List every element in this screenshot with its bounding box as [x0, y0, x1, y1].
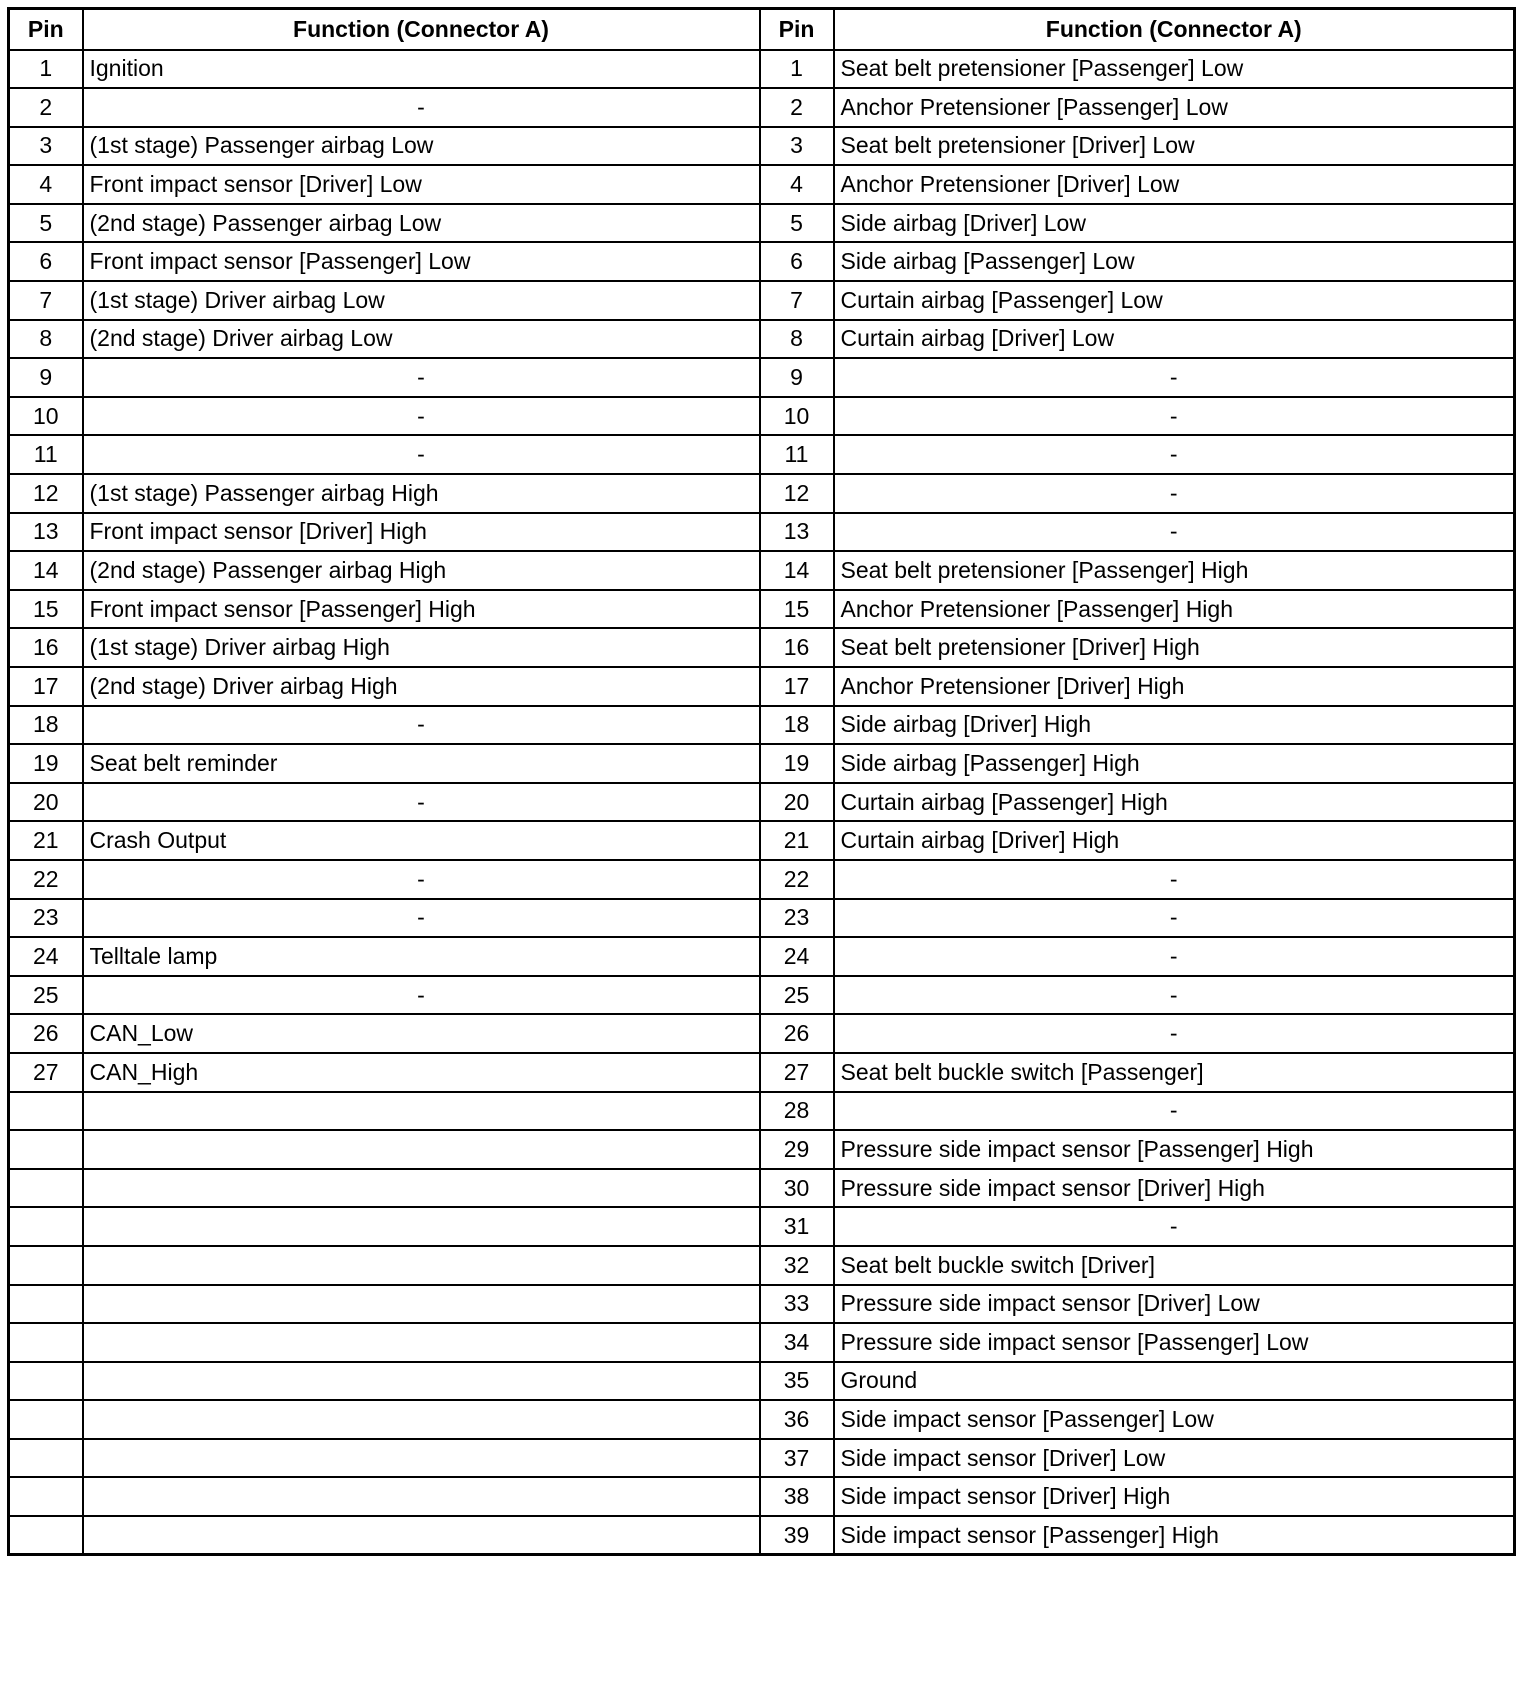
right-function-cell: Side airbag [Passenger] High [834, 744, 1515, 783]
right-pin-cell: 26 [760, 1014, 834, 1053]
left-function-cell: (1st stage) Driver airbag Low [83, 281, 760, 320]
left-function-cell: Front impact sensor [Driver] High [83, 513, 760, 552]
header-right-pin: Pin [760, 9, 834, 50]
right-pin-cell: 24 [760, 937, 834, 976]
table-row [9, 628, 1515, 667]
left-pin-cell [9, 1323, 83, 1362]
right-pin-cell: 6 [760, 242, 834, 281]
right-function-cell: - [834, 937, 1515, 976]
left-pin-cell: 20 [9, 783, 83, 822]
left-pin-cell: 15 [9, 590, 83, 629]
table-row [9, 860, 1515, 899]
right-pin-cell: 18 [760, 706, 834, 745]
left-function-cell: (2nd stage) Driver airbag High [83, 667, 760, 706]
right-function-cell: Pressure side impact sensor [Passenger] High [834, 1130, 1515, 1169]
right-pin-cell: 9 [760, 358, 834, 397]
left-pin-cell: 22 [9, 860, 83, 899]
right-pin-cell: 17 [760, 667, 834, 706]
left-pin-cell: 12 [9, 474, 83, 513]
left-function-cell [83, 1477, 760, 1516]
table-header-row [9, 9, 1515, 50]
right-pin-cell: 33 [760, 1285, 834, 1324]
left-pin-cell: 1 [9, 50, 83, 89]
right-pin-cell: 15 [760, 590, 834, 629]
right-function-cell: - [834, 397, 1515, 436]
right-function-cell: Seat belt pretensioner [Driver] High [834, 628, 1515, 667]
left-pin-cell: 14 [9, 551, 83, 590]
table-body [9, 50, 1515, 1555]
left-function-cell: - [83, 88, 760, 127]
left-function-cell: CAN_High [83, 1053, 760, 1092]
right-function-cell: Side impact sensor [Passenger] High [834, 1516, 1515, 1555]
right-pin-cell: 39 [760, 1516, 834, 1555]
right-function-cell: Side impact sensor [Passenger] Low [834, 1400, 1515, 1439]
table-row [9, 1362, 1515, 1401]
table-row [9, 165, 1515, 204]
right-pin-cell: 25 [760, 976, 834, 1015]
right-pin-cell: 5 [760, 204, 834, 243]
table-row [9, 242, 1515, 281]
right-pin-cell: 10 [760, 397, 834, 436]
table-row [9, 358, 1515, 397]
left-pin-cell [9, 1130, 83, 1169]
left-pin-cell: 21 [9, 821, 83, 860]
table-row [9, 1323, 1515, 1362]
left-pin-cell: 16 [9, 628, 83, 667]
left-pin-cell: 8 [9, 320, 83, 359]
table-row [9, 513, 1515, 552]
table-row [9, 281, 1515, 320]
left-pin-cell: 10 [9, 397, 83, 436]
right-function-cell: Seat belt buckle switch [Passenger] [834, 1053, 1515, 1092]
right-pin-cell: 22 [760, 860, 834, 899]
left-function-cell: - [83, 976, 760, 1015]
left-pin-cell [9, 1477, 83, 1516]
right-pin-cell: 14 [760, 551, 834, 590]
right-pin-cell: 30 [760, 1169, 834, 1208]
left-function-cell [83, 1323, 760, 1362]
left-function-cell: Seat belt reminder [83, 744, 760, 783]
table-row [9, 1516, 1515, 1555]
right-function-cell: Seat belt pretensioner [Driver] Low [834, 127, 1515, 166]
right-function-cell: Side impact sensor [Driver] High [834, 1477, 1515, 1516]
right-function-cell: Side airbag [Passenger] Low [834, 242, 1515, 281]
left-function-cell: - [83, 435, 760, 474]
table-row [9, 706, 1515, 745]
right-function-cell: Curtain airbag [Driver] Low [834, 320, 1515, 359]
right-pin-cell: 21 [760, 821, 834, 860]
left-pin-cell [9, 1400, 83, 1439]
left-function-cell [83, 1516, 760, 1555]
left-function-cell: Ignition [83, 50, 760, 89]
table-row [9, 1246, 1515, 1285]
left-pin-cell: 13 [9, 513, 83, 552]
right-pin-cell: 32 [760, 1246, 834, 1285]
right-function-cell: Pressure side impact sensor [Driver] Low [834, 1285, 1515, 1324]
left-function-cell: (2nd stage) Passenger airbag Low [83, 204, 760, 243]
right-pin-cell: 3 [760, 127, 834, 166]
left-pin-cell [9, 1207, 83, 1246]
left-function-cell: Telltale lamp [83, 937, 760, 976]
table-row [9, 88, 1515, 127]
right-function-cell: Anchor Pretensioner [Passenger] High [834, 590, 1515, 629]
left-pin-cell: 2 [9, 88, 83, 127]
right-function-cell: Pressure side impact sensor [Passenger] Low [834, 1323, 1515, 1362]
right-function-cell: - [834, 1092, 1515, 1131]
right-pin-cell: 34 [760, 1323, 834, 1362]
right-function-cell: Seat belt pretensioner [Passenger] High [834, 551, 1515, 590]
table-row [9, 590, 1515, 629]
right-pin-cell: 2 [760, 88, 834, 127]
left-function-cell: - [83, 860, 760, 899]
table-row [9, 1400, 1515, 1439]
left-pin-cell: 17 [9, 667, 83, 706]
right-function-cell: - [834, 1207, 1515, 1246]
table-row [9, 1053, 1515, 1092]
left-function-cell [83, 1169, 760, 1208]
left-function-cell [83, 1439, 760, 1478]
table-row [9, 667, 1515, 706]
right-pin-cell: 13 [760, 513, 834, 552]
right-pin-cell: 16 [760, 628, 834, 667]
right-pin-cell: 4 [760, 165, 834, 204]
right-function-cell: - [834, 1014, 1515, 1053]
left-pin-cell [9, 1092, 83, 1131]
right-function-cell: Anchor Pretensioner [Driver] Low [834, 165, 1515, 204]
pin-function-sheet [7, 7, 1513, 1556]
table-row [9, 1207, 1515, 1246]
table-row [9, 1130, 1515, 1169]
left-pin-cell: 18 [9, 706, 83, 745]
left-pin-cell: 3 [9, 127, 83, 166]
table-row [9, 50, 1515, 89]
table-row [9, 783, 1515, 822]
right-function-cell: Curtain airbag [Driver] High [834, 821, 1515, 860]
right-pin-cell: 37 [760, 1439, 834, 1478]
table-row [9, 474, 1515, 513]
right-pin-cell: 27 [760, 1053, 834, 1092]
table-row [9, 899, 1515, 938]
table-row [9, 551, 1515, 590]
right-function-cell: Seat belt buckle switch [Driver] [834, 1246, 1515, 1285]
left-pin-cell: 23 [9, 899, 83, 938]
left-pin-cell: 4 [9, 165, 83, 204]
right-pin-cell: 36 [760, 1400, 834, 1439]
right-pin-cell: 1 [760, 50, 834, 89]
table-row [9, 1439, 1515, 1478]
right-function-cell: Curtain airbag [Passenger] Low [834, 281, 1515, 320]
right-pin-cell: 19 [760, 744, 834, 783]
left-function-cell [83, 1400, 760, 1439]
left-pin-cell [9, 1169, 83, 1208]
right-pin-cell: 23 [760, 899, 834, 938]
right-function-cell: - [834, 899, 1515, 938]
left-function-cell: (2nd stage) Driver airbag Low [83, 320, 760, 359]
right-function-cell: - [834, 860, 1515, 899]
left-function-cell: Front impact sensor [Passenger] Low [83, 242, 760, 281]
table-row [9, 397, 1515, 436]
right-function-cell: Anchor Pretensioner [Passenger] Low [834, 88, 1515, 127]
right-function-cell: Ground [834, 1362, 1515, 1401]
right-pin-cell: 20 [760, 783, 834, 822]
right-function-cell: Seat belt pretensioner [Passenger] Low [834, 50, 1515, 89]
right-pin-cell: 7 [760, 281, 834, 320]
table-row [9, 1014, 1515, 1053]
left-function-cell: - [83, 706, 760, 745]
left-function-cell: (1st stage) Driver airbag High [83, 628, 760, 667]
table-row [9, 127, 1515, 166]
table-row [9, 1169, 1515, 1208]
left-pin-cell [9, 1246, 83, 1285]
left-function-cell [83, 1246, 760, 1285]
left-pin-cell: 25 [9, 976, 83, 1015]
right-pin-cell: 28 [760, 1092, 834, 1131]
right-function-cell: - [834, 435, 1515, 474]
right-function-cell: - [834, 976, 1515, 1015]
table-row [9, 937, 1515, 976]
right-pin-cell: 31 [760, 1207, 834, 1246]
table-row [9, 1092, 1515, 1131]
left-pin-cell: 9 [9, 358, 83, 397]
table-row [9, 821, 1515, 860]
right-pin-cell: 12 [760, 474, 834, 513]
right-pin-cell: 29 [760, 1130, 834, 1169]
right-function-cell: - [834, 474, 1515, 513]
left-function-cell [83, 1130, 760, 1169]
left-function-cell [83, 1285, 760, 1324]
left-function-cell [83, 1207, 760, 1246]
right-function-cell: Side impact sensor [Driver] Low [834, 1439, 1515, 1478]
left-function-cell: Crash Output [83, 821, 760, 860]
left-pin-cell [9, 1439, 83, 1478]
left-function-cell: (1st stage) Passenger airbag High [83, 474, 760, 513]
left-function-cell: - [83, 783, 760, 822]
right-pin-cell: 35 [760, 1362, 834, 1401]
header-right-function: Function (Connector A) [834, 9, 1515, 50]
left-function-cell: Front impact sensor [Passenger] High [83, 590, 760, 629]
left-function-cell [83, 1362, 760, 1401]
right-pin-cell: 38 [760, 1477, 834, 1516]
left-function-cell: CAN_Low [83, 1014, 760, 1053]
left-function-cell: - [83, 397, 760, 436]
left-pin-cell: 24 [9, 937, 83, 976]
right-function-cell: - [834, 513, 1515, 552]
table-row [9, 1285, 1515, 1324]
left-function-cell: - [83, 899, 760, 938]
left-pin-cell: 26 [9, 1014, 83, 1053]
left-pin-cell: 19 [9, 744, 83, 783]
table-row [9, 204, 1515, 243]
right-function-cell: Side airbag [Driver] High [834, 706, 1515, 745]
header-left-function: Function (Connector A) [83, 9, 760, 50]
left-function-cell: (1st stage) Passenger airbag Low [83, 127, 760, 166]
left-function-cell: (2nd stage) Passenger airbag High [83, 551, 760, 590]
right-function-cell: Pressure side impact sensor [Driver] High [834, 1169, 1515, 1208]
left-function-cell [83, 1092, 760, 1131]
right-function-cell: - [834, 358, 1515, 397]
right-pin-cell: 8 [760, 320, 834, 359]
left-pin-cell: 6 [9, 242, 83, 281]
right-function-cell: Side airbag [Driver] Low [834, 204, 1515, 243]
left-pin-cell [9, 1285, 83, 1324]
left-pin-cell [9, 1362, 83, 1401]
left-pin-cell [9, 1516, 83, 1555]
table-row [9, 744, 1515, 783]
right-function-cell: Curtain airbag [Passenger] High [834, 783, 1515, 822]
header-left-pin: Pin [9, 9, 83, 50]
table-row [9, 320, 1515, 359]
left-pin-cell: 5 [9, 204, 83, 243]
left-pin-cell: 27 [9, 1053, 83, 1092]
right-function-cell: Anchor Pretensioner [Driver] High [834, 667, 1515, 706]
table-row [9, 976, 1515, 1015]
left-pin-cell: 11 [9, 435, 83, 474]
pin-function-table [7, 7, 1516, 1556]
right-pin-cell: 11 [760, 435, 834, 474]
left-pin-cell: 7 [9, 281, 83, 320]
left-function-cell: Front impact sensor [Driver] Low [83, 165, 760, 204]
left-function-cell: - [83, 358, 760, 397]
table-row [9, 435, 1515, 474]
table-row [9, 1477, 1515, 1516]
